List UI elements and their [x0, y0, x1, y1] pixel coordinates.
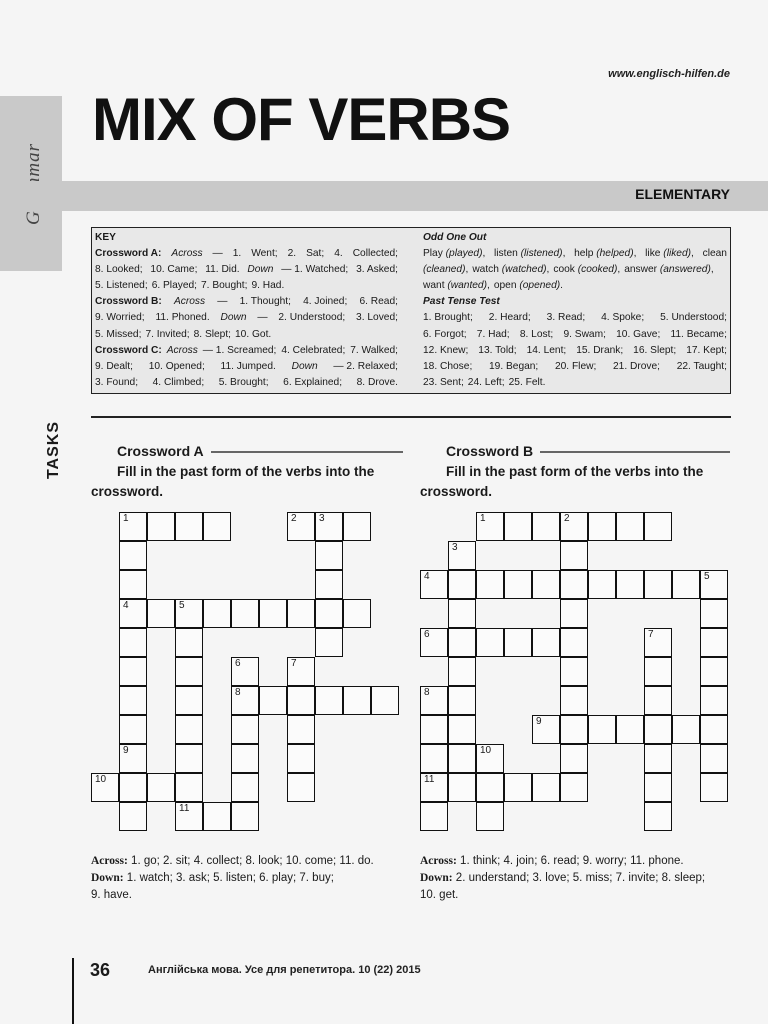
- key-token: 6. Read;: [359, 296, 398, 308]
- key-token: 8. Drove.: [356, 376, 398, 388]
- crossword-cell[interactable]: [644, 802, 672, 831]
- crossword-cell[interactable]: [448, 657, 476, 686]
- crossword-cell[interactable]: [700, 715, 728, 744]
- key-token: 11. Jumped.: [220, 360, 276, 372]
- crossword-cell[interactable]: [119, 599, 147, 628]
- crossword-cell[interactable]: [315, 628, 343, 657]
- crossword-cell[interactable]: [504, 773, 532, 802]
- crossword-cell[interactable]: [91, 773, 119, 802]
- crossword-cell[interactable]: [231, 686, 259, 715]
- key-token: 4. Celebrated;: [281, 344, 346, 356]
- crossword-cell[interactable]: [119, 628, 147, 657]
- key-token: 6. Forgot;: [423, 328, 467, 340]
- crossword-cell[interactable]: [476, 570, 504, 599]
- crossword-cell[interactable]: [175, 599, 203, 628]
- crossword-cell[interactable]: [119, 570, 147, 599]
- crossword-cell[interactable]: [448, 541, 476, 570]
- crossword-cell[interactable]: [560, 628, 588, 657]
- key-line: [423, 230, 727, 246]
- key-line: [95, 278, 398, 294]
- key-token: 1. Brought;: [423, 312, 473, 324]
- clues-down: 2. understand; 3. love; 5. miss; 7. invite; 8. sleep;: [455, 872, 706, 884]
- key-token: 7. Had;: [476, 328, 510, 340]
- crossword-cell[interactable]: [420, 773, 448, 802]
- key-token: 10. Opened;: [148, 360, 205, 372]
- clue-number: 1: [123, 513, 129, 524]
- crossword-a-instruction: Fill in the past form of the verbs into the crossword.: [91, 464, 375, 499]
- key-token: —: [217, 296, 228, 308]
- crossword-cell[interactable]: [476, 773, 504, 802]
- crossword-cell[interactable]: [560, 541, 588, 570]
- key-token: — 2. Relaxed;: [333, 360, 398, 372]
- key-token: — 1. Watched;: [281, 264, 349, 276]
- crossword-cell[interactable]: [504, 628, 532, 657]
- crossword-cell[interactable]: [448, 599, 476, 628]
- crossword-cell[interactable]: [119, 802, 147, 831]
- crossword-cell[interactable]: [700, 773, 728, 802]
- crossword-cell[interactable]: [448, 773, 476, 802]
- clue-number: 11: [424, 774, 435, 785]
- crossword-cell[interactable]: [672, 715, 700, 744]
- key-token: 11. Became;: [670, 328, 727, 340]
- crossword-cell[interactable]: [287, 657, 315, 686]
- publication-title: Англійська мова. Усе для репетитора. 10 (22) 2015: [148, 964, 421, 976]
- key-token: open (opened).: [493, 280, 563, 292]
- crossword-cell[interactable]: [476, 802, 504, 831]
- crossword-cell[interactable]: [343, 686, 371, 715]
- crossword-cell[interactable]: [476, 628, 504, 657]
- crossword-cell[interactable]: [448, 628, 476, 657]
- crossword-cell[interactable]: [532, 512, 560, 541]
- crossword-cell[interactable]: [231, 802, 259, 831]
- key-token: Crossword A:: [95, 248, 162, 260]
- clue-number: 3: [319, 513, 325, 524]
- crossword-cell[interactable]: [448, 570, 476, 599]
- key-token: 8. Slept;: [193, 328, 232, 340]
- key-token: 23. Sent;: [423, 376, 464, 388]
- clue-number: 8: [235, 687, 241, 698]
- clues-across-label: Across:: [420, 855, 457, 867]
- crossword-cell[interactable]: [175, 686, 203, 715]
- key-token: 5. Listened;: [95, 280, 148, 292]
- key-line: [423, 246, 727, 262]
- crossword-cell[interactable]: [420, 570, 448, 599]
- crossword-cell[interactable]: [700, 599, 728, 628]
- key-token: 3. Loved;: [356, 312, 398, 324]
- key-line: [423, 327, 727, 343]
- key-token: Play (played),: [423, 248, 486, 260]
- key-token: —: [257, 312, 268, 324]
- key-token: 18. Chose;: [423, 360, 473, 372]
- clue-number: 11: [179, 803, 190, 814]
- clues-across-label: Across:: [91, 855, 128, 867]
- key-token: like (liked),: [645, 248, 694, 260]
- crossword-cell[interactable]: [532, 570, 560, 599]
- key-token: Sat;: [306, 248, 325, 260]
- key-token: 10. Came;: [150, 264, 198, 276]
- key-line: [423, 262, 727, 278]
- crossword-cell[interactable]: [616, 512, 644, 541]
- crossword-b-title-rule: [540, 451, 730, 453]
- key-token: 7. Bought;: [201, 280, 248, 292]
- key-token: 21. Drove;: [613, 360, 661, 372]
- key-token: 3. Asked;: [356, 264, 398, 276]
- crossword-cell[interactable]: [560, 599, 588, 628]
- key-line: [95, 327, 398, 343]
- crossword-cell[interactable]: [420, 686, 448, 715]
- clue-number: 5: [704, 571, 710, 582]
- key-token: 25. Felt.: [508, 376, 546, 388]
- key-token: 20. Flew;: [554, 360, 597, 372]
- key-token: 7. Invited;: [145, 328, 190, 340]
- crossword-cell[interactable]: [147, 512, 175, 541]
- crossword-cell[interactable]: [119, 512, 147, 541]
- crossword-cell[interactable]: [119, 773, 147, 802]
- crossword-cell[interactable]: [644, 570, 672, 599]
- crossword-cell[interactable]: [532, 773, 560, 802]
- key-token: listen (listened),: [494, 248, 566, 260]
- crossword-cell[interactable]: [448, 744, 476, 773]
- crossword-a-title: Crossword A: [117, 443, 204, 459]
- key-token: 12. Knew;: [423, 344, 469, 356]
- crossword-cell[interactable]: [448, 686, 476, 715]
- key-line: [423, 278, 727, 294]
- crossword-cell[interactable]: [700, 657, 728, 686]
- tasks-label: TASKS: [45, 420, 63, 480]
- clues-down-continued: 9. have.: [91, 889, 132, 901]
- crossword-cell[interactable]: [287, 512, 315, 541]
- key-token: Went;: [251, 248, 278, 260]
- key-token: 11. Did.: [205, 264, 240, 276]
- key-line: [95, 310, 398, 326]
- key-token: 14. Lent;: [526, 344, 567, 356]
- crossword-cell[interactable]: [644, 686, 672, 715]
- crossword-cell[interactable]: [175, 802, 203, 831]
- crossword-cell[interactable]: [203, 802, 231, 831]
- crossword-cell[interactable]: [231, 744, 259, 773]
- clues-down-continued: 10. get.: [420, 889, 459, 901]
- key-token: 22. Taught;: [676, 360, 727, 372]
- crossword-cell[interactable]: [560, 512, 588, 541]
- crossword-cell[interactable]: [644, 773, 672, 802]
- crossword-cell[interactable]: [175, 773, 203, 802]
- key-line: [95, 294, 398, 310]
- key-token: Down: [291, 360, 318, 372]
- clue-number: 6: [424, 629, 430, 640]
- crossword-cell[interactable]: [616, 715, 644, 744]
- key-token: Across: [166, 344, 198, 356]
- crossword-cell[interactable]: [644, 715, 672, 744]
- key-token: want (wanted),: [423, 280, 490, 292]
- clue-number: 8: [424, 687, 430, 698]
- crossword-cell[interactable]: [175, 628, 203, 657]
- key-token: 9. Had.: [251, 280, 285, 292]
- key-token: 1.: [232, 248, 242, 260]
- clues-down: 1. watch; 3. ask; 5. listen; 6. play; 7. buy;: [126, 872, 334, 884]
- crossword-cell[interactable]: [644, 657, 672, 686]
- key-token: 5. Missed;: [95, 328, 142, 340]
- page-number: 36: [90, 960, 111, 980]
- key-token: Odd One Out: [423, 232, 487, 243]
- crossword-cell[interactable]: [119, 657, 147, 686]
- clues-down-label: Down:: [91, 872, 124, 884]
- crossword-cell[interactable]: [259, 686, 287, 715]
- crossword-b-instruction: Fill in the past form of the verbs into the crossword.: [420, 464, 704, 499]
- crossword-cell[interactable]: [119, 744, 147, 773]
- key-line: [423, 375, 727, 391]
- crossword-cell[interactable]: [147, 599, 175, 628]
- crossword-cell[interactable]: [700, 628, 728, 657]
- key-token: 9. Dealt;: [95, 360, 133, 372]
- key-line: [423, 359, 727, 375]
- crossword-cell[interactable]: [203, 512, 231, 541]
- crossword-cell[interactable]: [287, 715, 315, 744]
- crossword-cell[interactable]: [119, 715, 147, 744]
- clue-number: 3: [452, 542, 458, 553]
- crossword-cell[interactable]: [119, 541, 147, 570]
- clue-number: 10: [95, 774, 107, 785]
- crossword-cell[interactable]: [315, 599, 343, 628]
- clue-number: 7: [648, 629, 654, 640]
- section-divider: [91, 416, 731, 418]
- crossword-cell[interactable]: [560, 657, 588, 686]
- crossword-cell[interactable]: [259, 599, 287, 628]
- crossword-cell[interactable]: [231, 715, 259, 744]
- crossword-cell[interactable]: [371, 686, 399, 715]
- crossword-cell[interactable]: [147, 773, 175, 802]
- crossword-cell[interactable]: [504, 512, 532, 541]
- clue-number: 4: [424, 571, 430, 582]
- clue-number: 4: [123, 600, 129, 611]
- crossword-cell[interactable]: [420, 628, 448, 657]
- key-token: Across: [171, 248, 203, 260]
- crossword-cell[interactable]: [119, 686, 147, 715]
- crossword-cell[interactable]: [175, 715, 203, 744]
- key-token: 24. Left;: [467, 376, 505, 388]
- crossword-cell[interactable]: [175, 657, 203, 686]
- key-token: 10. Got.: [235, 328, 272, 340]
- key-token: 17. Kept;: [686, 344, 727, 356]
- crossword-cell[interactable]: [644, 628, 672, 657]
- clue-number: 7: [291, 658, 297, 669]
- key-token: 5. Brought;: [218, 376, 269, 388]
- page-title: MIX OF VERBS: [92, 86, 511, 153]
- clue-number: 6: [235, 658, 241, 669]
- crossword-cell[interactable]: [420, 715, 448, 744]
- key-line: [423, 294, 727, 310]
- key-line: [95, 343, 398, 359]
- crossword-cell[interactable]: [588, 715, 616, 744]
- crossword-cell[interactable]: [532, 715, 560, 744]
- level-label: ELEMENTARY: [635, 186, 730, 202]
- key-line: [423, 343, 727, 359]
- key-token: 4. Spoke;: [601, 312, 645, 324]
- key-token: 7. Walked;: [350, 344, 398, 356]
- key-token: 15. Drank;: [576, 344, 624, 356]
- crossword-cell[interactable]: [315, 686, 343, 715]
- crossword-cell[interactable]: [315, 512, 343, 541]
- key-token: cook (cooked),: [553, 264, 621, 276]
- key-token: 2. Heard;: [488, 312, 531, 324]
- key-token: — 1. Screamed;: [202, 344, 277, 356]
- key-token: 3. Read;: [546, 312, 586, 324]
- crossword-cell[interactable]: [560, 744, 588, 773]
- crossword-cell[interactable]: [700, 686, 728, 715]
- key-token: Crossword B:: [95, 296, 162, 308]
- key-token: 3. Found;: [95, 376, 139, 388]
- crossword-cell[interactable]: [532, 628, 560, 657]
- key-token: help (helped),: [574, 248, 637, 260]
- crossword-a-clues: [91, 853, 411, 904]
- crossword-cell[interactable]: [560, 715, 588, 744]
- crossword-cell[interactable]: [644, 744, 672, 773]
- key-token: watch (watched),: [472, 264, 550, 276]
- crossword-cell[interactable]: [343, 599, 371, 628]
- crossword-cell[interactable]: [476, 744, 504, 773]
- key-token: clean: [702, 248, 727, 260]
- crossword-cell[interactable]: [287, 599, 315, 628]
- crossword-cell[interactable]: [343, 512, 371, 541]
- crossword-cell[interactable]: [175, 744, 203, 773]
- key-line: [95, 246, 398, 262]
- key-token: Across: [173, 296, 206, 308]
- key-token: 10. Gave;: [616, 328, 661, 340]
- clue-number: 2: [564, 513, 570, 524]
- key-token: answer (answered),: [624, 264, 714, 276]
- crossword-cell[interactable]: [644, 512, 672, 541]
- key-token: KEY: [95, 232, 116, 243]
- clues-across: 1. think; 4. join; 6. read; 9. worry; 11. phone.: [460, 855, 684, 867]
- clue-number: 10: [480, 745, 492, 756]
- key-token: 16. Slept;: [633, 344, 677, 356]
- key-line: [95, 262, 398, 278]
- key-line: [95, 359, 398, 375]
- key-token: (cleaned),: [423, 264, 469, 276]
- key-line: [423, 310, 727, 326]
- clue-number: 1: [480, 513, 486, 524]
- key-token: 4. Joined;: [303, 296, 348, 308]
- crossword-cell[interactable]: [560, 686, 588, 715]
- key-token: 19. Began;: [488, 360, 539, 372]
- key-token: 8. Looked;: [95, 264, 143, 276]
- key-token: 9. Swam;: [563, 328, 606, 340]
- key-token: 6. Explained;: [283, 376, 343, 388]
- crossword-cell[interactable]: [231, 599, 259, 628]
- key-token: 2. Understood;: [278, 312, 346, 324]
- crossword-cell[interactable]: [287, 773, 315, 802]
- key-token: 8. Lost;: [519, 328, 554, 340]
- crossword-cell[interactable]: [560, 773, 588, 802]
- website-url: www.englisch-hilfen.de: [608, 68, 730, 80]
- crossword-cell[interactable]: [448, 715, 476, 744]
- key-token: Down: [220, 312, 247, 324]
- clues-down-label: Down:: [420, 872, 453, 884]
- key-line: [95, 230, 398, 246]
- key-token: 1. Thought;: [239, 296, 291, 308]
- key-token: Crossword C:: [95, 344, 162, 356]
- crossword-cell[interactable]: [588, 512, 616, 541]
- key-line: [95, 375, 398, 391]
- crossword-cell[interactable]: [287, 744, 315, 773]
- crossword-cell[interactable]: [700, 570, 728, 599]
- crossword-cell[interactable]: [315, 570, 343, 599]
- crossword-cell[interactable]: [315, 541, 343, 570]
- key-token: 6. Played;: [151, 280, 197, 292]
- crossword-a-title-rule: [211, 451, 403, 453]
- crossword-cell[interactable]: [476, 512, 504, 541]
- crossword-cell[interactable]: [420, 744, 448, 773]
- key-token: Past Tense Test: [423, 296, 500, 308]
- key-token: 5. Understood;: [660, 312, 727, 324]
- crossword-cell[interactable]: [231, 657, 259, 686]
- answer-key-box: [91, 227, 731, 394]
- crossword-cell[interactable]: [203, 599, 231, 628]
- clue-number: 9: [123, 745, 129, 756]
- key-token: 9. Worried;: [95, 312, 145, 324]
- crossword-b-title: Crossword B: [446, 443, 534, 459]
- crossword-cell[interactable]: [616, 570, 644, 599]
- crossword-cell[interactable]: [504, 570, 532, 599]
- key-token: 2.: [287, 248, 297, 260]
- key-token: Collected;: [352, 248, 398, 260]
- crossword-cell[interactable]: [231, 773, 259, 802]
- clue-number: 5: [179, 600, 185, 611]
- crossword-cell[interactable]: [700, 744, 728, 773]
- key-token: 11. Phoned.: [155, 312, 210, 324]
- clues-across: 1. go; 2. sit; 4. collect; 8. look; 10. come; 11. do.: [131, 855, 374, 867]
- answer-key-right: [423, 230, 727, 391]
- crossword-cell[interactable]: [175, 512, 203, 541]
- crossword-cell[interactable]: [588, 570, 616, 599]
- answer-key-left: [95, 230, 398, 391]
- crossword-cell[interactable]: [560, 570, 588, 599]
- crossword-cell[interactable]: [420, 802, 448, 831]
- key-token: Down: [247, 264, 274, 276]
- key-token: —: [212, 248, 223, 260]
- clue-number: 2: [291, 513, 297, 524]
- key-token: 4. Climbed;: [152, 376, 205, 388]
- crossword-cell[interactable]: [672, 570, 700, 599]
- crossword-cell[interactable]: [287, 686, 315, 715]
- footer-rule: [72, 958, 74, 1024]
- key-token: 13. Told;: [478, 344, 517, 356]
- crossword-b-clues: [420, 853, 740, 904]
- key-token: 4.: [334, 248, 343, 260]
- clue-number: 9: [536, 716, 542, 727]
